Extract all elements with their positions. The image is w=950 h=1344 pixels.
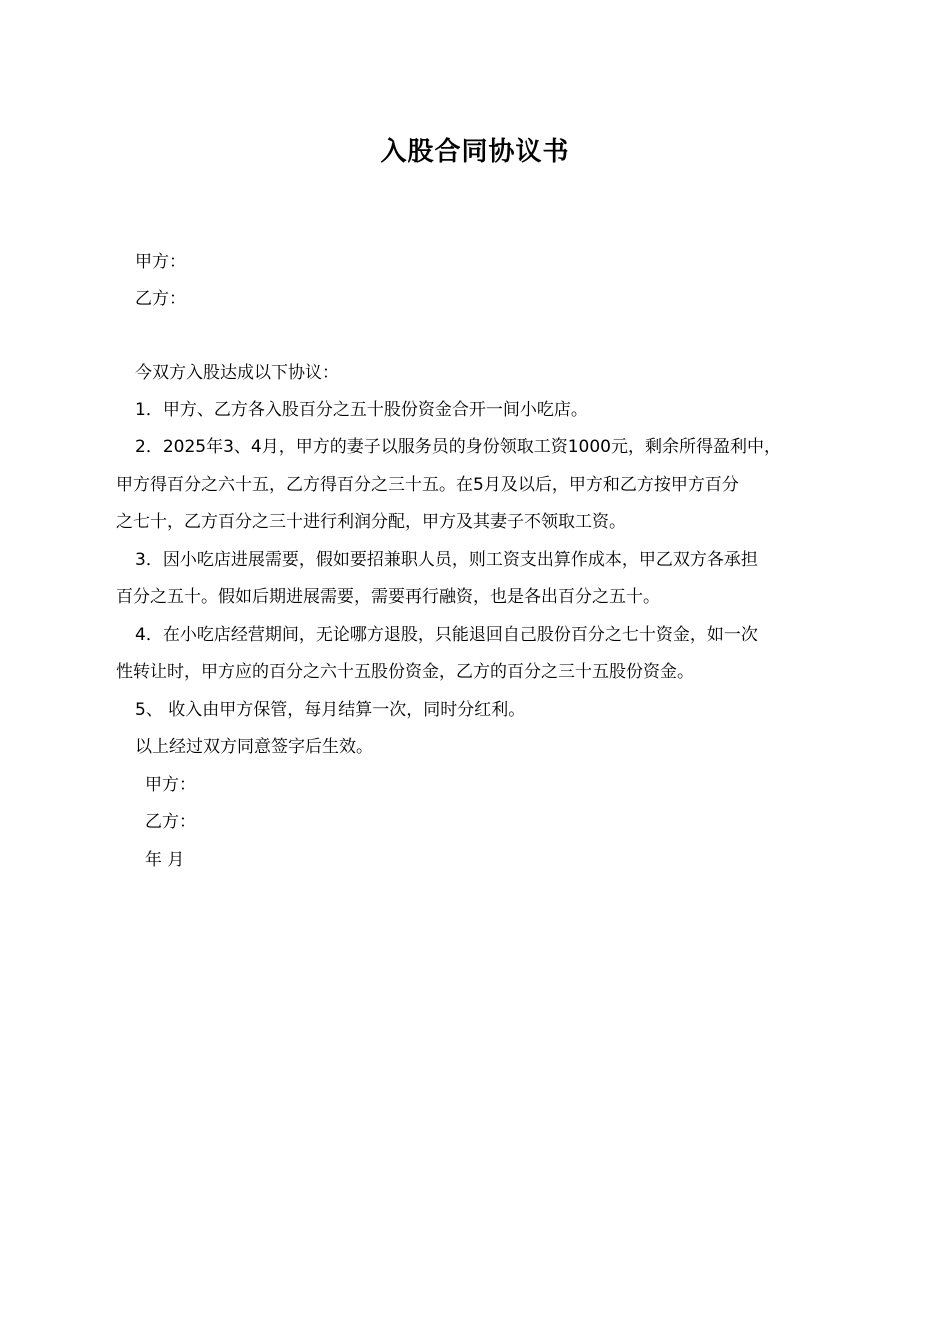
party-b-label: 乙方： — [135, 289, 186, 309]
clause-2-line-2: 甲方得百分之六十五，乙方得百分之三十五。在5月及以后，甲方和乙方按甲方百分 — [116, 475, 739, 495]
document-title: 入股合同协议书 — [380, 137, 570, 167]
clause-2-line-1: 2．2025年3、4月，甲方的妻子以服务员的身份领取工资1000元，剩余所得盈利中， — [135, 437, 781, 457]
signature-party-a: 甲方： — [145, 775, 196, 795]
clause-1-line-1: 1．甲方、乙方各入股百分之五十股份资金合开一间小吃店。 — [135, 400, 588, 420]
signature-date: 年 月 — [145, 850, 185, 870]
party-a-label: 甲方： — [135, 252, 186, 272]
clause-3-line-1: 3．因小吃店进展需要，假如要招兼职人员，则工资支出算作成本，甲乙双方各承担 — [135, 550, 758, 570]
effective-statement: 以上经过双方同意签字后生效。 — [135, 737, 373, 757]
clause-2-line-3: 之七十，乙方百分之三十进行利润分配，甲方及其妻子不领取工资。 — [116, 512, 626, 532]
signature-party-b: 乙方： — [145, 812, 196, 832]
clause-4-line-1: 4．在小吃店经营期间，无论哪方退股，只能退回自己股份百分之七十资金，如一次 — [135, 625, 758, 645]
clause-4-line-2: 性转让时，甲方应的百分之六十五股份资金，乙方的百分之三十五股份资金。 — [116, 662, 694, 682]
clause-5-line-1: 5、 收入由甲方保管，每月结算一次，同时分红利。 — [135, 700, 526, 720]
agreement-intro: 今双方入股达成以下协议： — [135, 363, 339, 383]
clause-3-line-2: 百分之五十。假如后期进展需要，需要再行融资，也是各出百分之五十。 — [116, 587, 660, 607]
